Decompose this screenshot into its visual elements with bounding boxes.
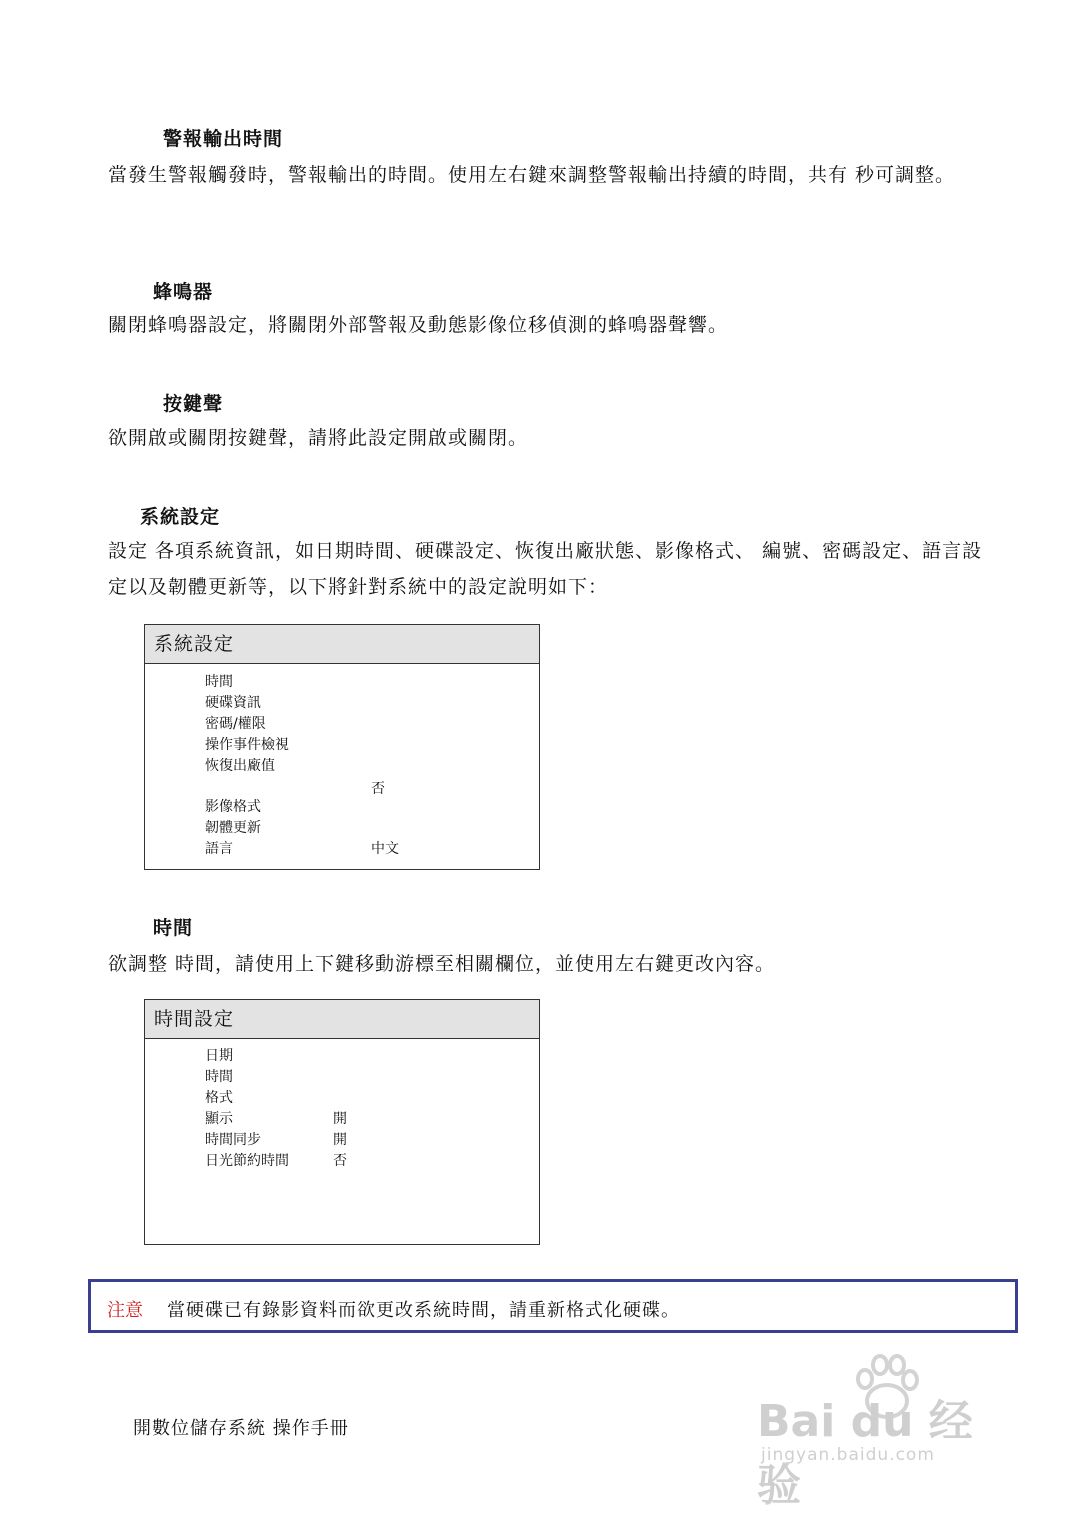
key-sound-heading: 按鍵聲 (163, 393, 224, 415)
baidu-watermark (757, 1355, 1007, 1511)
menu-item-clock[interactable]: 時間 (205, 1069, 233, 1085)
menu-item-dst[interactable]: 日光節約時間 (205, 1153, 289, 1169)
menu-value-dst: 否 (333, 1153, 347, 1169)
time-heading: 時間 (153, 917, 194, 939)
menu-item-firmware-update[interactable]: 韌體更新 (205, 820, 261, 836)
menu-item-video-format[interactable]: 影像格式 (205, 799, 261, 815)
menu-value-time-sync: 開 (333, 1132, 347, 1148)
watermark-url: jingyan.baidu.com (761, 1445, 935, 1465)
page-footer: 開數位儲存系統 操作手冊 (133, 1418, 349, 1439)
buzzer-text: 關閉蜂鳴器設定，將關閉外部警報及動態影像位移偵測的蜂鳴器聲響。 (108, 314, 729, 336)
alarm-output-text: 當發生警報觸發時，警報輸出的時間。使用左右鍵來調整警報輸出持續的時間，共有 秒可調整。 (108, 164, 956, 186)
note-box (88, 1279, 1018, 1333)
time-text: 欲調整 時間，請使用上下鍵移動游標至相關欄位，並使用左右鍵更改內容。 (108, 953, 776, 975)
menu-item-time-sync[interactable]: 時間同步 (205, 1132, 261, 1148)
note-text: 當硬碟已有錄影資料而欲更改系統時間，請重新格式化硬碟。 (167, 1300, 680, 1321)
buzzer-heading: 蜂鳴器 (153, 281, 214, 303)
system-settings-menu (144, 624, 540, 870)
system-settings-menu-title: 系統設定 (145, 625, 539, 664)
menu-item-password[interactable]: 密碼/權限 (205, 716, 266, 732)
menu-item-event-log[interactable]: 操作事件檢視 (205, 737, 289, 753)
menu-item-date[interactable]: 日期 (205, 1048, 233, 1064)
note-label: 注意 (107, 1300, 143, 1321)
time-settings-menu-title: 時間設定 (145, 1000, 539, 1039)
menu-item-time[interactable]: 時間 (205, 674, 233, 690)
menu-value-language: 中文 (371, 841, 399, 857)
menu-item-hdd-info[interactable]: 硬碟資訊 (205, 695, 261, 711)
watermark-text: Bai du 经验 (757, 1396, 973, 1511)
key-sound-text: 欲開啟或關閉按鍵聲，請將此設定開啟或關閉。 (108, 427, 529, 449)
menu-item-factory-reset[interactable]: 恢復出廠值 (205, 758, 275, 774)
system-settings-text: 設定 各項系統資訊，如日期時間、硬碟設定、恢復出廠狀態、影像格式、 編號、密碼設定、語言設定以及韌體更新等，以下將針對系統中的設定說明如下： (108, 540, 983, 598)
menu-value-no: 否 (371, 781, 385, 797)
menu-item-format[interactable]: 格式 (205, 1090, 233, 1106)
alarm-output-heading: 警報輸出時間 (163, 128, 284, 150)
menu-item-display[interactable]: 顯示 (205, 1111, 233, 1127)
system-settings-heading: 系統設定 (140, 506, 221, 528)
menu-value-display: 開 (333, 1111, 347, 1127)
menu-item-language[interactable]: 語言 (205, 841, 233, 857)
time-settings-menu (144, 999, 540, 1245)
